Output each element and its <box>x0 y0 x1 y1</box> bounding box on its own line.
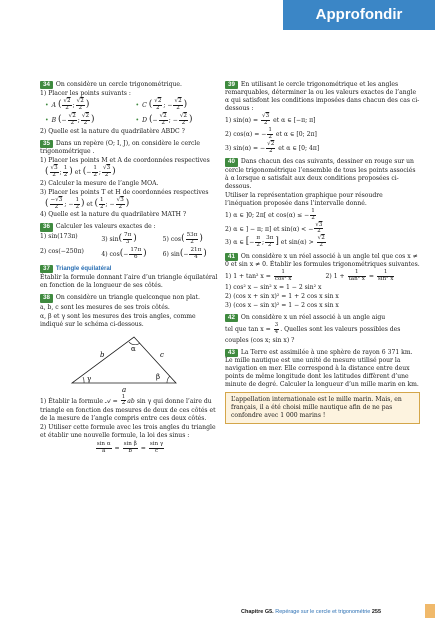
info-note: L’appellation internationale est le mille marin. Mais, en français, il a été choisi mille nautique afin de ne pas confondre avec 1 000 marins ! <box>225 392 420 424</box>
exercise-intro: Calculer les valeurs exactes de : <box>55 223 156 231</box>
question-2: 2) Calculer la mesure de l’angle MOA. <box>40 179 159 187</box>
page-number: 255 <box>371 609 382 615</box>
law-of-sines: $\frac{\text{sin α}}{a}$ = $\frac{\text{sin β}}{b}$ = $\frac{\text{sin γ}}{c}$ <box>96 441 164 455</box>
case-2: 2) α ∈ ] − π; π] et sin(α) < − $\frac{√3}{2}$ <box>225 221 323 235</box>
exercise-41 <box>225 253 420 310</box>
exercise-number: 36 <box>40 223 53 231</box>
exercise-34 <box>40 81 220 136</box>
question-4: 4) Quelle est la nature du quadrilatère MATH ? <box>40 211 187 219</box>
question: couples (cos x; sin x) ? <box>225 336 295 344</box>
formula-2: 2) 1 + $\frac{1}{\text{tan² x}}$ = $\frac{1}{\text{sin² x}}$ <box>325 269 394 283</box>
exercise-intro: Dans un repère (O; I, J), on considère le cercle trigonométrique . <box>40 139 200 155</box>
formula-1: 1) 1 + tan² x = $\frac{1}{\text{cos² x}}$ <box>225 269 292 283</box>
exercise-38 <box>40 294 220 455</box>
exercise-number: 43 <box>225 349 238 357</box>
exercise-number: 41 <box>225 253 238 261</box>
exercise-intro: On considère un cercle trigonométrique. <box>55 81 182 88</box>
exercise-number: 34 <box>40 81 53 89</box>
formulas-row <box>225 270 420 283</box>
case-1: 1) sin(α) = $\frac{√3}{2}$ et α ∈ [−π; π] <box>225 113 316 127</box>
footer-tab <box>425 604 435 618</box>
case-3: 3) α ∈ [− $\frac{\pi}{2}$ ; $\frac{3\pi}{2}$ ] et sin(α) > $\frac{√2}{2}$ <box>225 235 325 249</box>
exercise-39 <box>225 81 420 154</box>
case-3: 3) sin(α) = − $\frac{√2}{2}$ et α ∈ [0; 4π] <box>225 140 320 154</box>
exercise-43 <box>225 349 420 424</box>
item-6: 6) sin(− $\frac{21\pi}{4}$ ) <box>162 247 207 261</box>
chapter-title: Repérage sur le cercle et trigonométrie <box>275 609 371 615</box>
item-3: 3) sin( $\frac{7\pi}{3}$ ) <box>101 231 137 245</box>
point-d: • D (− $\frac{√2}{2}$ ; − $\frac{√2}{2}$ ) <box>135 112 193 126</box>
exercise-number: 37 <box>40 265 53 273</box>
item-5: 5) cos( $\frac{53\pi}{2}$ ) <box>162 231 203 245</box>
triangle-figure <box>40 331 220 393</box>
case-2: 2) cos(α) = − $\frac{1}{2}$ et α ∈ [0; 2π] <box>225 127 317 140</box>
question-2: 2) Utiliser cette formule avec les trois angles du triangle et établir une nouvelle formule, la loi des sinus : <box>40 424 216 440</box>
exercise-text: Établir la formule donnant l’aire d’un triangle équilatéral en fonction de la longueur de ses côtés. <box>40 274 218 290</box>
question-1: 1) Établir la formule 𝒜 = $\frac{1}{2}$ ab sin γ qui donne l’aire du triangle en fonction des mesures de deux de ces côtés et de la mesure de l’angle compris entre ces deux côtés. <box>40 393 216 423</box>
point-c: • C ( $\frac{√2}{2}$ ; − $\frac{√2}{2}$ ) <box>135 98 188 112</box>
angles-text: α, β et γ sont les mesures des trois angles, comme indiqué sur le schéma ci-dessous. <box>40 312 196 328</box>
exercise-number: 38 <box>40 294 53 302</box>
exercise-title: Triangle équilatéral <box>55 265 112 273</box>
exercise-intro: On considère x un réel associé à un angle aigu <box>240 313 386 321</box>
exercise-number: 39 <box>225 81 238 89</box>
formula-5: 3) (cos x − sin x)² = 1 − 2 cos x sin x <box>225 301 339 309</box>
exercise-number: 40 <box>225 158 238 166</box>
right-column <box>225 80 420 428</box>
exercise-40 <box>225 158 420 249</box>
item-2: 2) cos(−250π) <box>40 248 84 256</box>
exercise-intro: On considère un triangle quelconque non plat. <box>55 294 200 302</box>
exercise-intro: On considère x un réel associé à un angle tel que cos x ≠ 0 et sin x ≠ 0. Établir les formules trigonométriques suivantes. <box>225 252 420 269</box>
exercise-36 <box>40 223 220 261</box>
exercise-37 <box>40 265 220 290</box>
sides-text: a, b, c sont les mesures de ses trois côtés. <box>40 303 170 311</box>
chapter-label: Chapitre G5. <box>241 609 274 615</box>
points-grid <box>40 99 220 126</box>
point-b: • B (− $\frac{√2}{2}$ ; $\frac{√2}{2}$ ) <box>45 112 95 126</box>
item-4: 4) cos(− $\frac{17\pi}{6}$ ) <box>101 247 147 261</box>
section-banner: Approfondir <box>283 0 435 30</box>
left-column <box>40 80 220 459</box>
side-label-a: a <box>122 385 127 393</box>
exercise-intro: En utilisant le cercle trigonométrique et les angles remarquables, déterminer la ou les valeurs exactes de l’angle α qui satisfont les conditions imposées dans chacun des cas ci-dessous : <box>225 81 420 113</box>
case-1: 1) α ∈ ]0; 2π[ et cos(α) ≤ − $\frac{1}{2}$ <box>225 207 315 221</box>
exercise-instructions: Utiliser la représentation graphique pour résoudre l’inéquation proposée dans l’intervalle donné. <box>225 191 383 207</box>
item-1: 1) sin(173π) <box>40 232 78 240</box>
page-footer <box>241 609 381 616</box>
exercise-35 <box>40 140 220 220</box>
exercise-number: 35 <box>40 140 53 148</box>
point-a: • A ( $\frac{√2}{2}$ ; $\frac{√2}{2}$ ) <box>45 98 90 112</box>
coords-t-h: ( $\frac{-√3}{2}$ ; − $\frac{1}{2}$ ) et ( $\frac{1}{2}$ ; − $\frac{√3}{2}$ ) <box>45 196 130 210</box>
angle-label-beta: β <box>156 372 161 381</box>
side-label-b: b <box>100 350 105 359</box>
question-2: 2) Quelle est la nature du quadrilatère ABDC ? <box>40 127 185 135</box>
exercise-42 <box>225 314 420 345</box>
values-grid <box>40 233 220 261</box>
tan-condition: tel que tan x = $\frac{3}{4}$ . Quelles sont les valeurs possibles des <box>225 322 401 336</box>
angle-label-gamma: γ <box>87 374 92 383</box>
exercise-text: La Terre est assimilée à une sphère de rayon 6 371 km. Le mille nautique est une unité de mesure utilisé pour la navigation en mer. Elle correspond à la distance entre deux points de même longitude dont les latitudes diffèrent d’une minute de degré. Calculer la longueur d’un mille marin en km. <box>225 348 419 389</box>
question-1: 1) Placer les points M et A de coordonnées respectives <box>40 156 210 164</box>
coords-m-a: ( $\frac{√3}{2}$ ; $\frac{1}{2}$ ) et (− $\frac{1}{2}$ ; $\frac{√3}{2}$ ) <box>45 164 116 178</box>
side-label-c: c <box>160 350 164 359</box>
question-3: 3) Placer les points T et H de coordonnées respectives <box>40 188 209 196</box>
angle-label-alpha: α <box>131 344 136 353</box>
formula-4: 2) (cos x + sin x)² = 1 + 2 cos x sin x <box>225 292 339 300</box>
exercise-number: 42 <box>225 314 238 322</box>
exercise-intro: Dans chacun des cas suivants, dessiner en rouge sur un cercle trigonométrique l’ensemble de tous les points associés à α lorsque α satisfait aux deux conditions proposées ci-dessous. <box>225 158 416 190</box>
question-1: 1) Placer les points suivants : <box>40 90 131 98</box>
formula-3: 1) cos² x − sin² x = 1 − 2 sin² x <box>225 283 322 291</box>
